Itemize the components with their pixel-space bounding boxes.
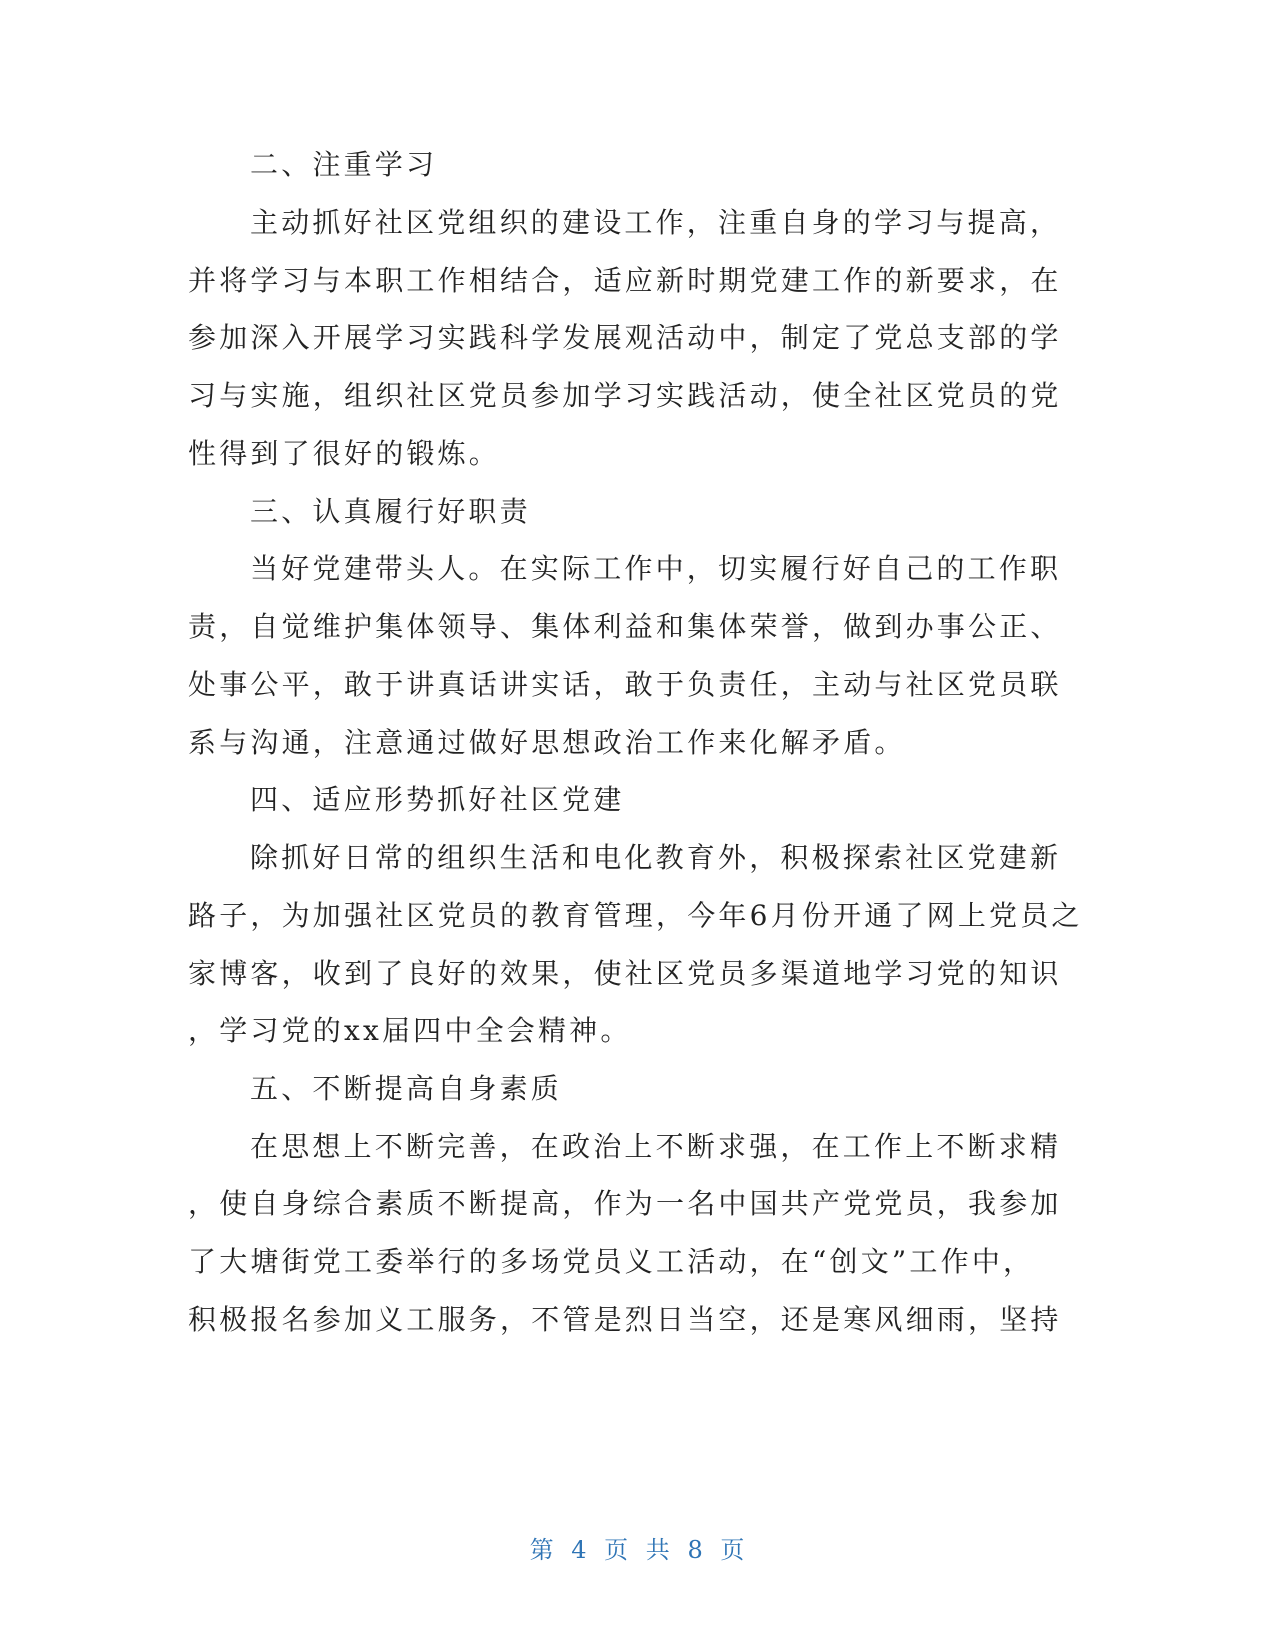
paragraph-line: 当好党建带头人。在实际工作中，切实履行好自己的工作职 [250,552,1062,585]
paragraph-line: 除抓好日常的组织生活和电化教育外，积极探索社区党建新 [250,841,1062,874]
paragraph-line: 路子，为加强社区党员的教育管理，今年6月份开通了网上党员之 [188,899,1083,932]
section-heading: 三、认真履行好职责 [250,495,531,528]
paragraph-line: 积极报名参加义工服务，不管是烈日当空，还是寒风细雨，坚持 [188,1303,1062,1336]
paragraph-line: 处事公平，敢于讲真话讲实话，敢于负责任，主动与社区党员联 [188,668,1062,701]
section-heading: 四、适应形势抓好社区党建 [250,783,625,816]
paragraph-line: 习与实施，组织社区党员参加学习实践活动，使全社区党员的党 [188,379,1062,412]
paragraph-line: 并将学习与本职工作相结合，适应新时期党建工作的新要求，在 [188,264,1062,297]
paragraph-line: 了大塘街党工委举行的多场党员义工活动，在“创文”工作中， [188,1245,1035,1278]
section-heading: 五、不断提高自身素质 [250,1072,563,1105]
paragraph-line: 系与沟通，注意通过做好思想政治工作来化解矛盾。 [188,726,906,759]
paragraph-line: 在思想上不断完善，在政治上不断求强，在工作上不断求精 [250,1130,1062,1163]
paragraph-line: ，使自身综合素质不断提高，作为一名中国共产党党员，我参加 [188,1187,1062,1220]
paragraph-line: 主动抓好社区党组织的建设工作，注重自身的学习与提高， [250,206,1062,239]
paragraph-line: 责，自觉维护集体领导、集体利益和集体荣誉，做到办事公正、 [188,610,1062,643]
section-heading: 二、注重学习 [250,148,438,181]
paragraph-line: 参加深入开展学习实践科学发展观活动中，制定了党总支部的学 [188,321,1062,354]
paragraph-line: 家博客，收到了良好的效果，使社区党员多渠道地学习党的知识 [188,957,1062,990]
paragraph-line: 性得到了很好的锻炼。 [188,437,501,470]
page-number-footer: 第 4 页 共 8 页 [529,1536,746,1564]
paragraph-line: ，学习党的xx届四中全会精神。 [188,1014,632,1047]
